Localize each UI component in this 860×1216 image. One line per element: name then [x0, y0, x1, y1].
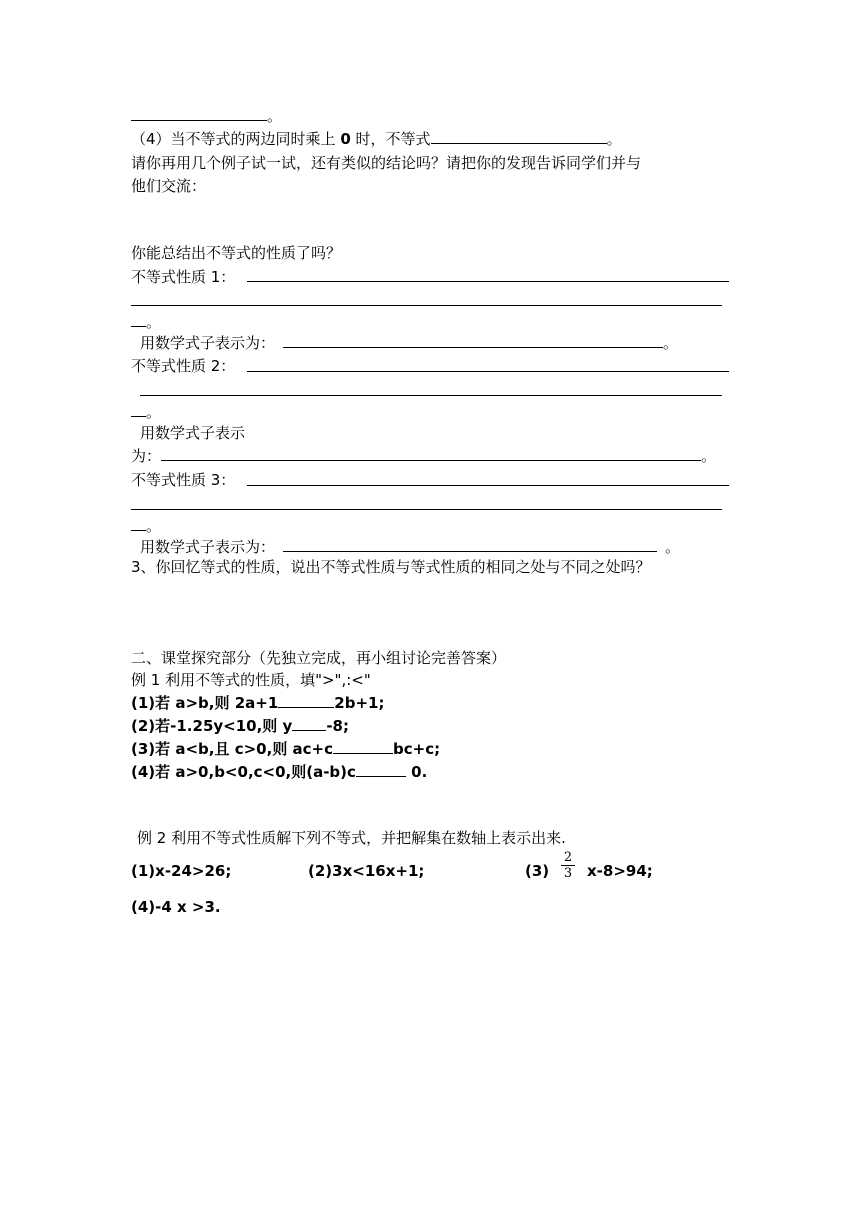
fraction-numerator: 2 — [561, 851, 575, 866]
instruction-line: 他们交流： — [131, 177, 207, 195]
formula-line-3: 用数学式子表示为： 。 — [140, 538, 681, 556]
answer-line[interactable] — [131, 509, 722, 510]
example-1-item: (3)若 a<b,且 c>0,则 ac+c bc+c; — [131, 740, 441, 758]
example-1-title: 例 1 利用不等式的性质，填">",:<" — [131, 671, 371, 689]
example-2-problem-1: (1)x-24>26; — [131, 862, 232, 880]
line-property-item-4: （4）当不等式的两边同时乘上 0 时，不等式 。 — [131, 130, 622, 148]
formula-line-2a: 用数学式子表示 — [140, 424, 246, 442]
fraction — [561, 851, 575, 882]
answer-blank[interactable] — [431, 129, 607, 144]
example-2-problem-3: x-8>94; — [587, 862, 653, 880]
answer-blank[interactable] — [278, 693, 334, 708]
example-2-problem-4: (4)-4 x >3. — [131, 898, 221, 916]
answer-line[interactable] — [247, 281, 729, 282]
question-3: 3、你回忆等式的性质，说出不等式性质与等式性质的相同之处与不同之处吗？ — [131, 558, 651, 576]
answer-blank[interactable] — [131, 402, 146, 417]
answer-line[interactable] — [247, 485, 729, 486]
property-1-label: 不等式性质 1： — [131, 268, 236, 286]
answer-blank[interactable] — [131, 106, 267, 121]
line-end: 。 — [131, 402, 161, 422]
formula-line-1: 用数学式子表示为： 。 — [140, 334, 679, 352]
property-3-label: 不等式性质 3： — [131, 471, 236, 489]
answer-blank[interactable] — [292, 716, 326, 731]
answer-blank[interactable] — [131, 516, 146, 531]
answer-blank[interactable] — [131, 312, 146, 327]
answer-blank[interactable] — [333, 739, 393, 754]
example-1-item: (4)若 a>0,b<0,c<0,则(a-b)c 0. — [131, 763, 428, 781]
property-2-label: 不等式性质 2： — [131, 357, 236, 375]
answer-blank[interactable] — [283, 333, 663, 348]
example-1-item: (1)若 a>b,则 2a+1 2b+1; — [131, 694, 385, 712]
fraction-denominator: 3 — [563, 866, 573, 881]
section-heading: 二、课堂探究部分（先独立完成，再小组讨论完善答案） — [131, 649, 507, 667]
example-2-problem-2: (2)3x<16x+1; — [308, 862, 425, 880]
answer-line[interactable] — [247, 371, 729, 372]
answer-blank[interactable] — [283, 537, 657, 552]
answer-blank[interactable] — [356, 762, 406, 777]
answer-blank[interactable] — [161, 446, 701, 461]
instruction-line: 请你再用几个例子试一试，还有类似的结论吗？请把你的发现告诉同学们并与 — [131, 154, 642, 172]
line-end: 。 — [131, 516, 161, 536]
answer-line[interactable] — [131, 305, 722, 306]
summary-question: 你能总结出不等式的性质了吗？ — [131, 244, 342, 262]
line-continuation: 。 — [131, 106, 282, 126]
formula-line-2b: 为： 。 — [131, 447, 717, 465]
answer-line[interactable] — [140, 395, 722, 396]
example-2-problem-3-label: (3) — [525, 862, 550, 880]
line-end: 。 — [131, 312, 161, 332]
example-1-item: (2)若-1.25y<10,则 y -8; — [131, 717, 349, 735]
example-2-title: 例 2 利用不等式性质解下列不等式，并把解集在数轴上表示出来. — [137, 829, 566, 847]
